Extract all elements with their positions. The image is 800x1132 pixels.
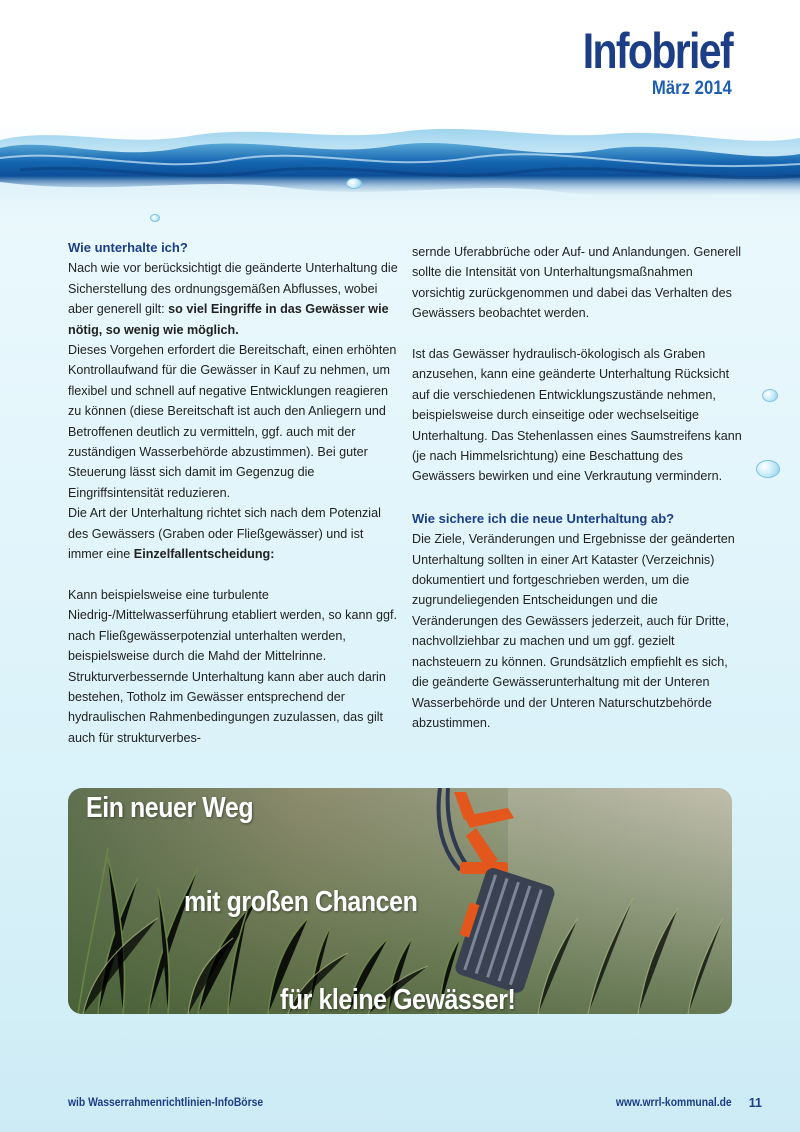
photo-caption-line-2: mit großen Chancen (184, 886, 418, 918)
emphasis-text: so viel Eingriffe in das Gewässer wie nötig, so wenig wie möglich. (68, 302, 389, 337)
paragraph: Dieses Vorgehen erfordert die Bereitschaft, einen erhöhten Kontrollaufwand für die Gewässer in Kauf zu nehmen, um flexibel und schnell auf negative Entwicklungen reagieren zu können (diese Bereitschaft ist auch den Anliegern und Betroffenen deutlich zu vermitteln, ggf. auch mit der zuständigen Wasserbehörde abzustimmen). Bei guter Steuerung lässt sich damit im Gegenzug die Eingriffsintensität reduzieren. (68, 343, 397, 500)
water-bubble (346, 178, 362, 189)
paragraph: sernde Uferabbrüche oder Auf- und Anlandungen. Generell sollte die Intensität von Unterhaltungsmaßnahmen vorsichtig zurückgenommen und dabei das Verhalten des Gewässers beobachtet werden. (412, 245, 742, 321)
issue-date: März 2014 (652, 78, 732, 99)
photo-mowing-machine (68, 788, 732, 1014)
paragraph: Ist das Gewässer hydraulisch-ökologisch als Graben anzusehen, kann eine geänderte Unterhaltung Rücksicht auf die verschiedenen Entwicklungszustände nehmen, beispielsweise durch einseitige oder wechselseitige Unterhaltung. Das Stehenlassen eines Saumstreifens kann (je nach Himmelsrichtung) eine Beschattung des Gewässers bewirken und eine Verkrautung vermindern. (412, 347, 742, 484)
photo-caption-line-1: Ein neuer Weg (86, 792, 254, 824)
water-bubble (762, 389, 778, 402)
paragraph: Die Art der Unterhaltung richtet sich nach dem Potenzial des Gewässers (Graben oder Fließgewässer) und ist immer eine Einzelfallentscheidung: (68, 506, 381, 562)
left-column (68, 238, 398, 748)
water-wave-banner (0, 118, 800, 230)
section-heading-safeguard: Wie sichere ich die neue Unterhaltung ab? (412, 510, 675, 526)
emphasis-text: Einzelfallentscheidung: (133, 547, 275, 562)
footer-website-link[interactable]: www.wrrl-kommunal.de (616, 1097, 732, 1109)
right-column (412, 242, 742, 733)
paragraph: Die Ziele, Veränderungen und Ergebnisse der geänderten Unterhaltung sollten in einer Art Kataster (Verzeichnis) dokumentiert und fortgeschrieben werden, um die zugrundeliegenden Entscheidungen und die Veränderungen des Gewässers jederzeit, auch für Dritte, nachvollziehbar zu machen und um ggf. gezielt nachsteuern zu können. Grundsätzlich empfiehlt es sich, die geänderte Gewässerunterhaltung mit der Unteren Wasserbehörde und der Unteren Naturschutzbehörde abzustimmen. (412, 532, 735, 730)
page-number: 11 (748, 1096, 762, 1110)
water-bubble (150, 214, 160, 222)
page-title: Infobrief (582, 23, 732, 79)
paragraph: Nach wie vor berücksichtigt die geänderte Unterhaltung die Sicherstellung des ordnungsgemäßen Abflusses, wobei aber generell gilt: so viel Eingriffe in das Gewässer wie nötig, so wenig wie möglich. (68, 261, 398, 337)
section-heading-maintenance: Wie unterhalte ich? (68, 240, 188, 255)
paragraph: Kann beispielsweise eine turbulente Niedrig-/Mittelwasserführung etabliert werden, so kann ggf. nach Fließgewässerpotenzial unterhalten werden, beispielsweise durch die Mahd der Mittelrinne. Strukturverbessernde Unterhaltung kann aber auch darin bestehen, Totholz im Gewässer entsprechend der hydraulischen Rahmenbedingungen zuzulassen, das gilt auch für strukturverbes- (68, 587, 397, 745)
water-bubble (756, 460, 780, 478)
footer-publisher: wib Wasserrahmenrichtlinien-InfoBörse (68, 1097, 264, 1109)
photo-caption-line-3: für kleine Gewässer! (280, 984, 516, 1014)
